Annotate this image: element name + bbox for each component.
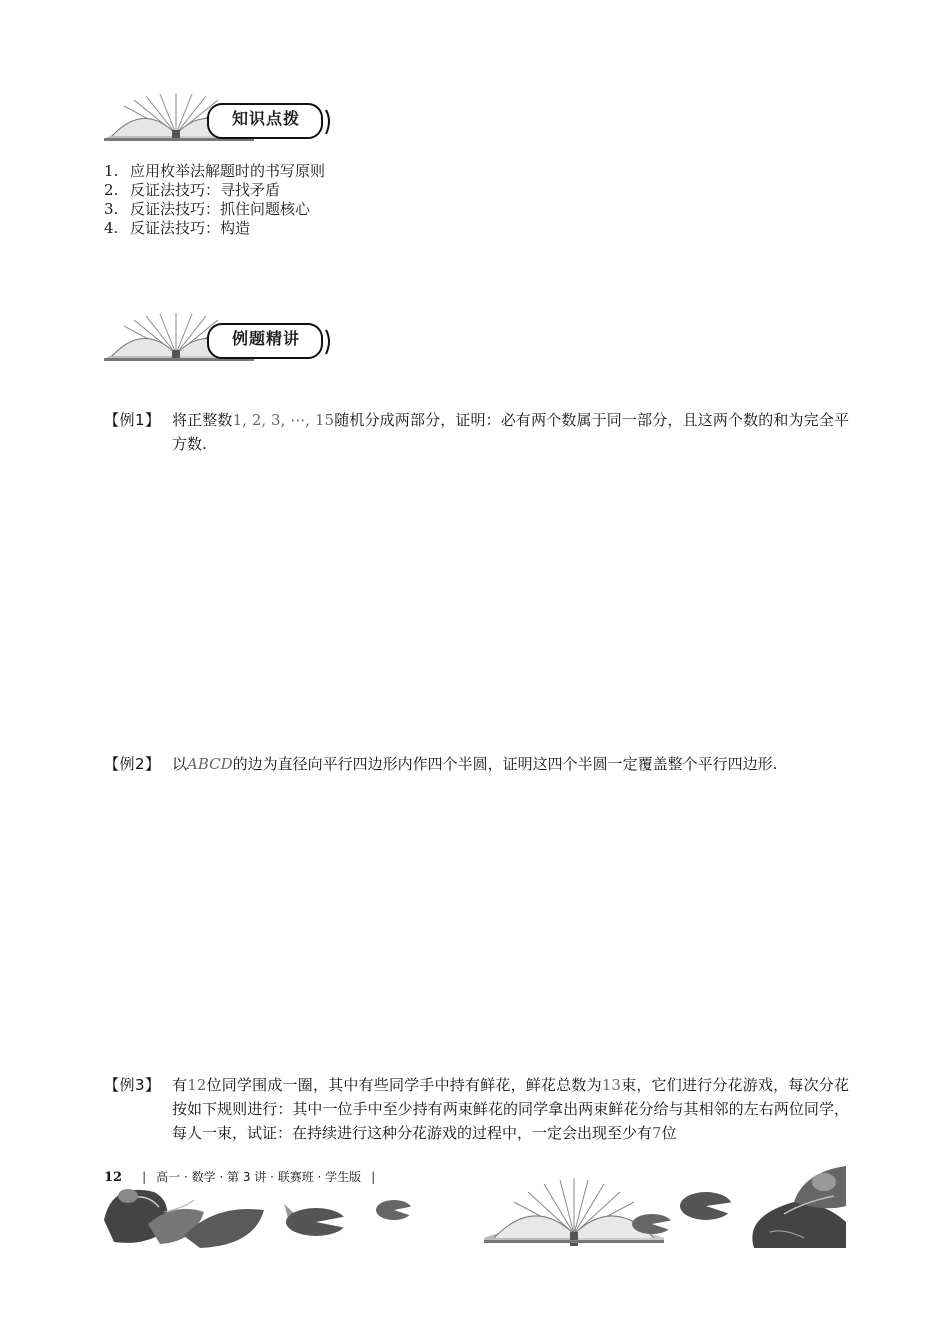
example-2 bbox=[104, 752, 849, 776]
knowledge-item: 4. 反证法技巧：构造 bbox=[104, 219, 251, 237]
example-3 bbox=[104, 1073, 849, 1145]
math-expression: 12 bbox=[187, 1076, 207, 1094]
example-tag: 【例2】 bbox=[104, 755, 161, 773]
course-info: 高一 · 数学 · 第 3 讲 · 联赛班 · 学生版 bbox=[156, 1170, 362, 1184]
knowledge-list bbox=[104, 162, 325, 238]
leaf-icon bbox=[118, 1189, 138, 1203]
math-expression: ABCD bbox=[187, 755, 233, 773]
math-expression: 13 bbox=[601, 1076, 621, 1094]
knowledge-item: 2. 反证法技巧：寻找矛盾 bbox=[104, 181, 281, 199]
example-tag: 【例3】 bbox=[104, 1076, 161, 1094]
page-number: 12 bbox=[104, 1170, 123, 1185]
knowledge-title: 知识点拨 bbox=[231, 109, 300, 128]
leaf-icon bbox=[752, 1202, 846, 1248]
knowledge-header bbox=[104, 92, 334, 144]
example-body: 以ABCD的边为直径向平行四边形内作四个半圆，证明这四个半圆一定覆盖整个平行四边形. bbox=[172, 755, 778, 773]
knowledge-item: 1. 应用枚举法解题时的书写原则 bbox=[104, 162, 326, 180]
knowledge-item: 3. 反证法技巧：抓住问题核心 bbox=[104, 200, 311, 218]
leaf-icon bbox=[812, 1173, 836, 1191]
example-1 bbox=[104, 408, 849, 456]
example-body: 有12位同学围成一圈，其中有些同学手中持有鲜花，鲜花总数为13束，它们进行分花游戏，每次分花按如下规则进行：其中一位手中至少持有两束鲜花的同学拿出两束鲜花分给与其相邻的左右两位同学，每人一束，试证：在持续进行这种分花游戏的过程中，一定会出现至少有7位 bbox=[172, 1076, 849, 1142]
example-tag: 【例1】 bbox=[104, 411, 161, 429]
footer-separator: | bbox=[142, 1170, 147, 1184]
page-footer bbox=[104, 1168, 385, 1185]
footer-separator: | bbox=[371, 1170, 376, 1184]
examples-title: 例题精讲 bbox=[231, 329, 300, 348]
examples-header bbox=[104, 312, 334, 364]
open-book-icon bbox=[484, 1178, 664, 1246]
example-body: 将正整数1, 2, 3, ⋯, 15随机分成两部分，证明：必有两个数属于同一部分，且这两个数的和为完全平方数. bbox=[172, 411, 849, 453]
math-expression: 1, 2, 3, ⋯, 15 bbox=[232, 411, 335, 429]
math-expression: 7 bbox=[652, 1124, 662, 1142]
